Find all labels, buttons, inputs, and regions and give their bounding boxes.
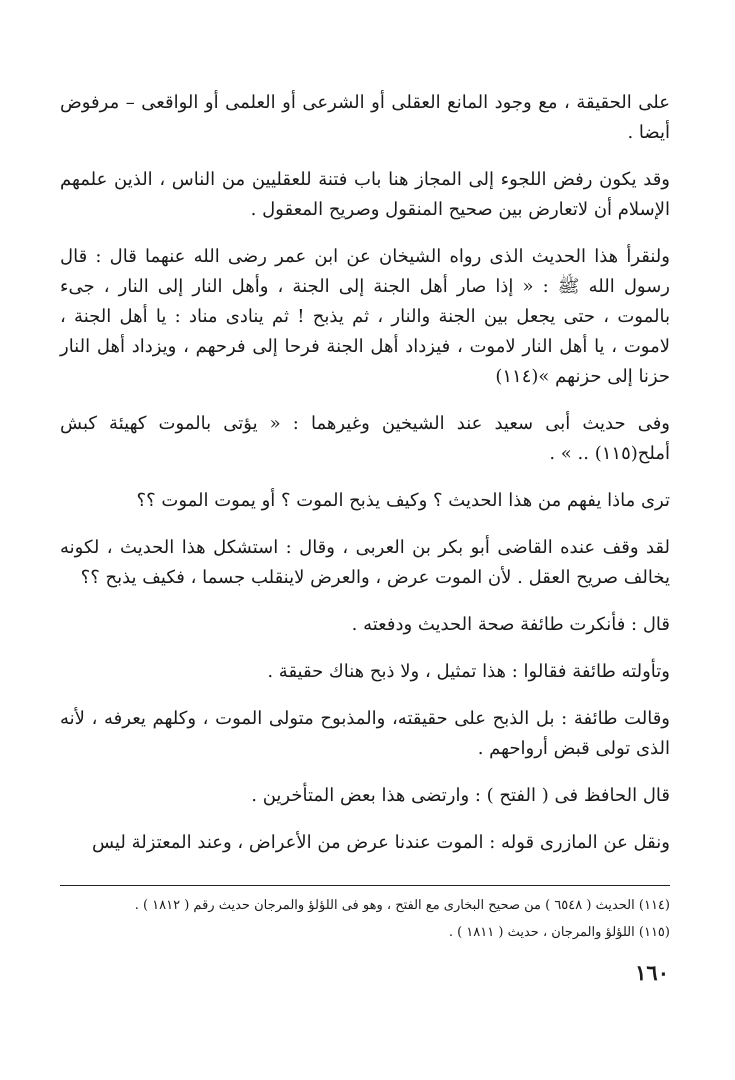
paragraph-8: وتأولته طائفة فقالوا : هذا تمثيل ، ولا ذبح هناك حقيقة . xyxy=(267,661,670,682)
paragraph-9: وقالت طائفة : بل الذبح على حقيقته، والمذبوح متولى الموت ، وكلهم يعرفه ، لأنه الذى تولى قبض أرواحهم . xyxy=(60,708,670,759)
footnote-115: (١١٥) اللؤلؤ والمرجان ، حديث ( ١٨١١ ) . xyxy=(448,925,670,940)
paragraph-5: ترى ماذا يفهم من هذا الحديث ؟ وكيف يذبح الموت ؟ أو يموت الموت ؟؟ xyxy=(136,490,670,511)
paragraph-6: لقد وقف عنده القاضى أبو بكر بن العربى ، وقال : استشكل هذا الحديث ، لكونه يخالف صريح العقل . لأن الموت عرض ، والعرض لاينقلب جسما ، فكيف يذبح ؟؟ xyxy=(60,537,670,588)
footnote-114: (١١٤) الحديث ( ٦٥٤٨ ) من صحيح البخارى مع الفتح ، وهو فى اللؤلؤ والمرجان حديث رقم ( ١٨١٢ ) . xyxy=(134,898,670,913)
body-text xyxy=(60,88,670,875)
footnotes xyxy=(60,892,670,946)
footnote-divider xyxy=(60,885,670,886)
paragraph-7: قال : فأنكرت طائفة صحة الحديث ودفعته . xyxy=(351,614,670,635)
paragraph-3: ولنقرأ هذا الحديث الذى رواه الشيخان عن ابن عمر رضى الله عنهما قال : قال رسول الله ﷺ : « إذا صار أهل الجنة إلى الجنة ، وأهل النار إلى النار ، جىء بالموت ، حتى يجعل بين الجنة والنار ، ثم يذبح ! ثم ينادى مناد : يا أهل الجنة ، لاموت ، يا أهل النار لاموت ، فيزداد أهل الجنة فرحا إلى فرحهم ، ويزداد أهل النار حزنا إلى حزنهم »(١١٤) xyxy=(60,246,670,387)
paragraph-4: وفى حديث أبى سعيد عند الشيخين وغيرهما : « يؤتى بالموت كهيئة كبش أملح(١١٥) .. » . xyxy=(60,413,670,464)
paragraph-1: على الحقيقة ، مع وجود المانع العقلى أو الشرعى أو العلمى أو الواقعى – مرفوض أيضا . xyxy=(60,92,670,143)
paragraph-11: ونقل عن المازرى قوله : الموت عندنا عرض من الأعراض ، وعند المعتزلة ليس xyxy=(91,832,670,853)
paragraph-10: قال الحافظ فى ( الفتح ) : وارتضى هذا بعض المتأخرين . xyxy=(251,785,670,806)
page-number: ١٦٠ xyxy=(635,960,669,985)
paragraph-2: وقد يكون رفض اللجوء إلى المجاز هنا باب فتنة للعقليين من الناس ، الذين علمهم الإسلام أن لاتعارض بين صحيح المنقول وصريح المعقول . xyxy=(60,169,670,220)
